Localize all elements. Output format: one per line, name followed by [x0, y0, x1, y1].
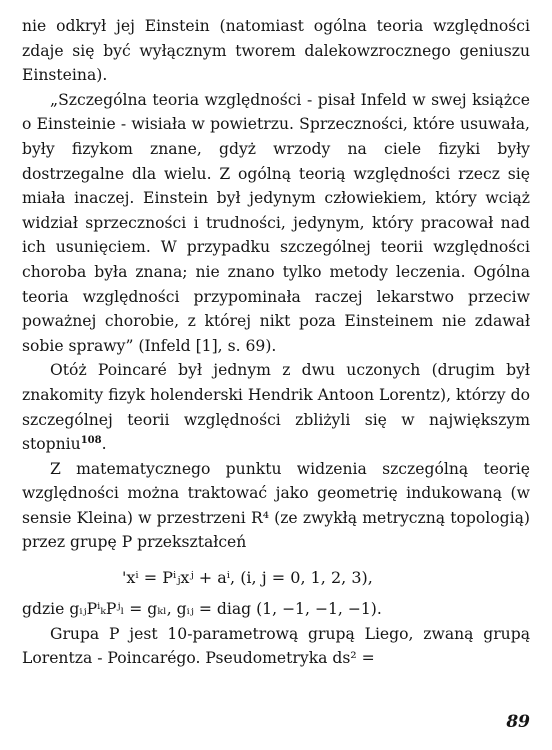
- paragraph-infeld-quote: „Szczególna teoria względności - pisał Infeld w swej książce o Einsteinie - wisiała w powietrzu. Sprzeczności, które usuwała, były fizykom znane, gdyż wrzody na ciele fizyki były dostrzegalne dla wielu. Z ogólną teorią względności rzecz się miała inaczej. Einstein był jedynym człowiekiem, który wciąż widział sprzeczności i trudności, jedynym, który pracował nad ich usunięciem. W przypadku szczególnej teorii względności choroba była znana; nie znano tylko metody leczenia. Ogólna teoria względności przypominała raczej lekarstwo przeciw poważnej chorobie, z której nikt poza Einsteinem nie zdawał sobie sprawy” (Infeld [1], s. 69).: [22, 90, 530, 355]
- paragraph-lorentz-group: Grupa P jest 10-parametrową grupą Liego, zwaną grupą Lorentza - Poincarégo. Pseudometryka ds² =: [22, 624, 530, 668]
- transformation-formula: 'xⁱ = Pⁱⱼxʲ + aⁱ, (i, j = 0, 1, 2, 3),: [122, 568, 373, 588]
- page-body: [22, 14, 530, 671]
- paragraph: nie odkrył jej Einstein (natomiast ogólna teoria względności zdaje się być wyłącznym tworem dalekowzrocznego geniuszu Einsteina).: [22, 17, 530, 85]
- page-number: 89: [506, 712, 530, 732]
- paragraph-text: Otóż Poincaré był jednym z dwu uczonych (drugim był znakomity fizyk holenderski Hendrik Antoon Lorentz), którzy do szczególnej teorii względności zbliżyli się w największym stopniu: [22, 361, 530, 454]
- footnote-reference: 108: [80, 434, 102, 446]
- paragraph-tail: .: [101, 435, 107, 454]
- paragraph-poincare: [22, 358, 530, 456]
- paragraph-mathematical-view: Z matematycznego punktu widzenia szczególną teorię względności można traktować jako geometrię indukowaną (w sensie Kleina) w przestrzeni R⁴ (ze zwykłą metryczną topologią) przez grupę P przekształceń: [22, 459, 530, 552]
- metric-condition: gdzie gᵢⱼPⁱₖPʲₗ = gₖₗ, gᵢⱼ = diag (1, −1, −1, −1).: [22, 600, 382, 619]
